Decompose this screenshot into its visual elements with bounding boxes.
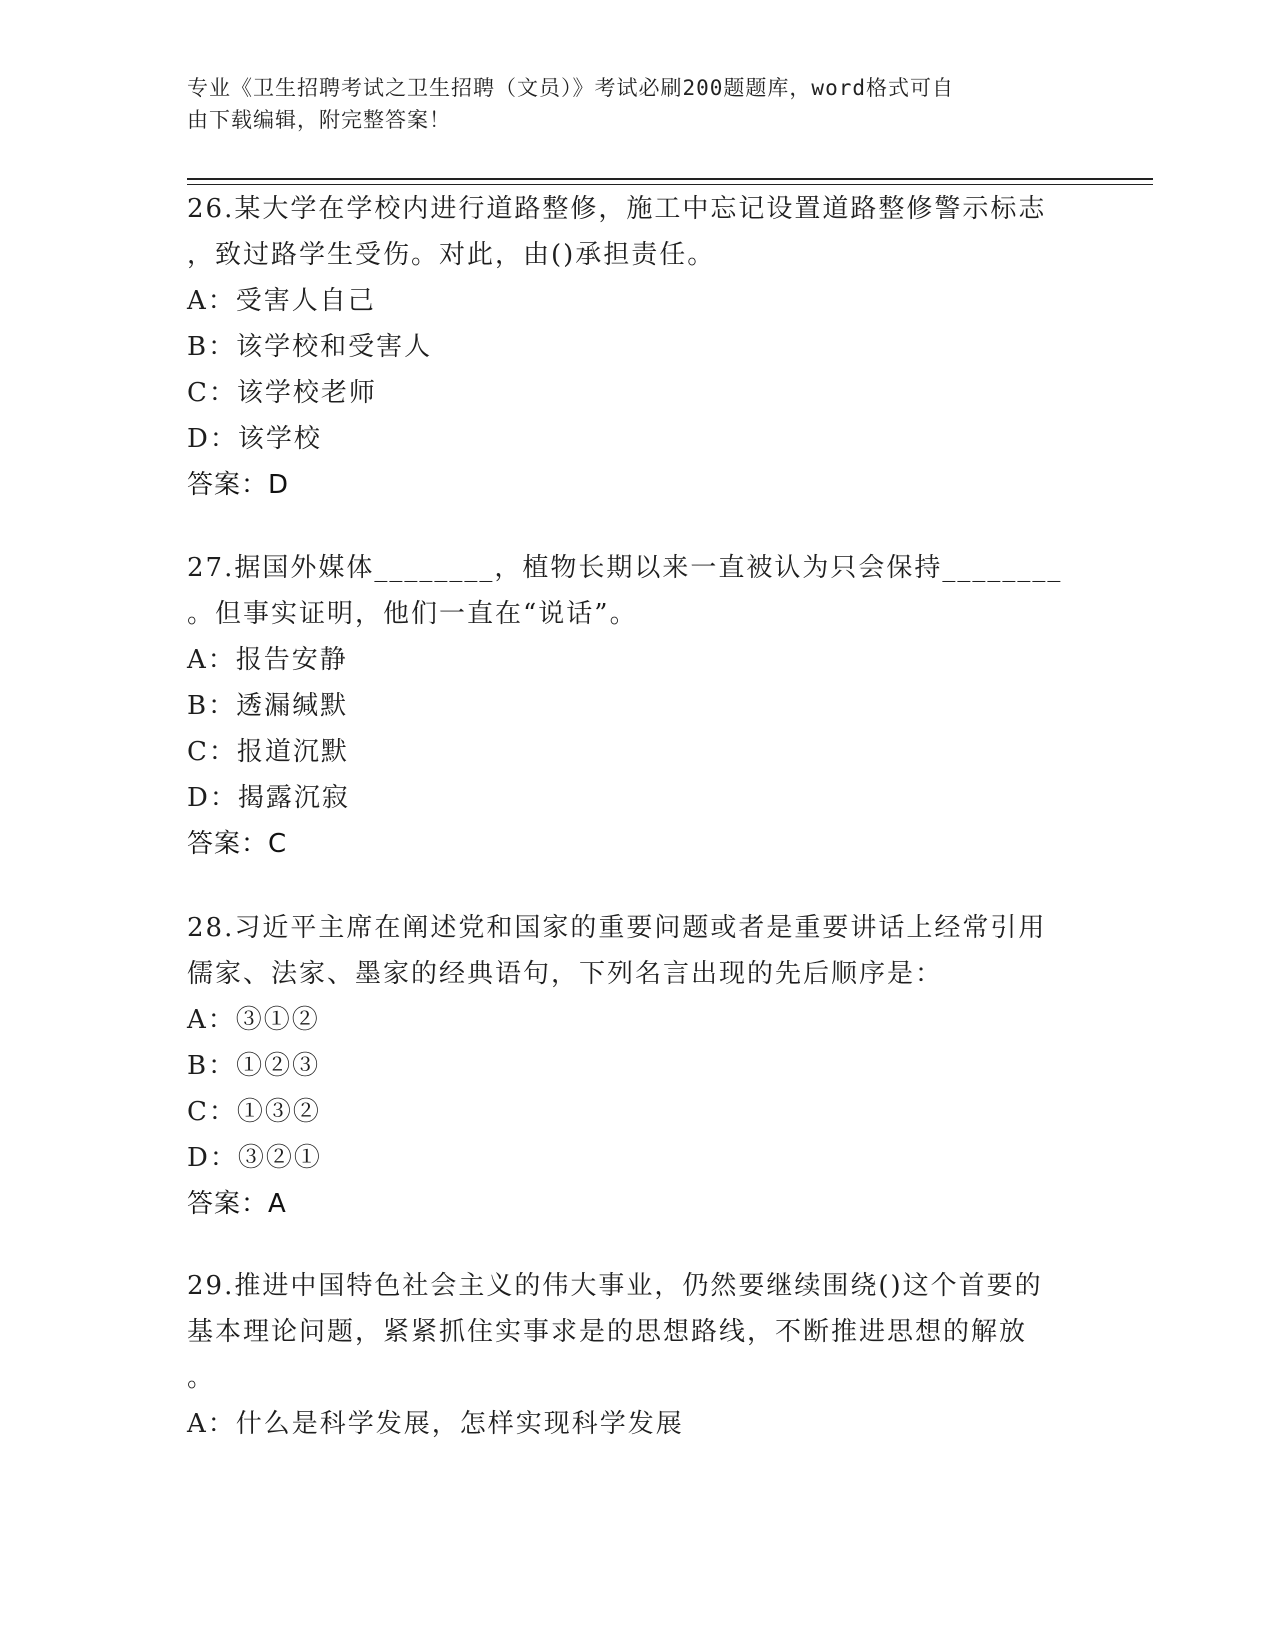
header-divider-thin bbox=[187, 184, 1153, 185]
question-stem-line: 儒家、法家、墨家的经典语句，下列名言出现的先后顺序是： bbox=[187, 959, 944, 989]
question-stem-line: 29.推进中国特色社会主义的伟大事业，仍然要继续围绕()这个首要的 bbox=[187, 1271, 1043, 1301]
option-a: A：③①② bbox=[187, 1005, 320, 1035]
question-stem-line: 基本理论问题，紧紧抓住实事求是的思想路线，不断推进思想的解放 bbox=[187, 1317, 1028, 1347]
option-c: C：报道沉默 bbox=[187, 737, 349, 767]
header-line-1: 专业《卫生招聘考试之卫生招聘（文员）》考试必刷200题题库，word格式可自 bbox=[187, 76, 954, 100]
answer: 答案：D bbox=[187, 470, 290, 500]
option-d: D：该学校 bbox=[187, 424, 322, 454]
option-d: D：③②① bbox=[187, 1143, 322, 1173]
answer: 答案：C bbox=[187, 829, 288, 859]
option-a: A：什么是科学发展，怎样实现科学发展 bbox=[187, 1409, 684, 1439]
question-stem-line: ，致过路学生受伤。对此，由()承担责任。 bbox=[187, 240, 716, 270]
question-27 bbox=[187, 545, 1087, 867]
question-stem-line: 。 bbox=[187, 1363, 216, 1393]
option-a: A：受害人自己 bbox=[187, 286, 376, 316]
option-a: A：报告安静 bbox=[187, 645, 348, 675]
header-divider-thick bbox=[187, 178, 1153, 180]
option-b: B：透漏缄默 bbox=[187, 691, 349, 721]
option-b: B：该学校和受害人 bbox=[187, 332, 433, 362]
question-29 bbox=[187, 1263, 1087, 1447]
answer: 答案：A bbox=[187, 1189, 287, 1219]
option-b: B：①②③ bbox=[187, 1051, 321, 1081]
question-stem-line: 26.某大学在学校内进行道路整修，施工中忘记设置道路整修警示标志 bbox=[187, 194, 1047, 224]
option-c: C：该学校老师 bbox=[187, 378, 377, 408]
question-stem-line: 27.据国外媒体________，植物长期以来一直被认为只会保持________ bbox=[187, 553, 1063, 583]
option-c: C：①③② bbox=[187, 1097, 321, 1127]
header-line-2: 由下载编辑，附完整答案！ bbox=[187, 108, 451, 132]
question-stem-line: 28.习近平主席在阐述党和国家的重要问题或者是重要讲话上经常引用 bbox=[187, 913, 1047, 943]
question-26 bbox=[187, 186, 1087, 508]
option-d: D：揭露沉寂 bbox=[187, 783, 350, 813]
document-header bbox=[187, 72, 1067, 136]
question-stem-line: 。但事实证明，他们一直在“说话”。 bbox=[187, 599, 638, 629]
question-28 bbox=[187, 905, 1087, 1227]
